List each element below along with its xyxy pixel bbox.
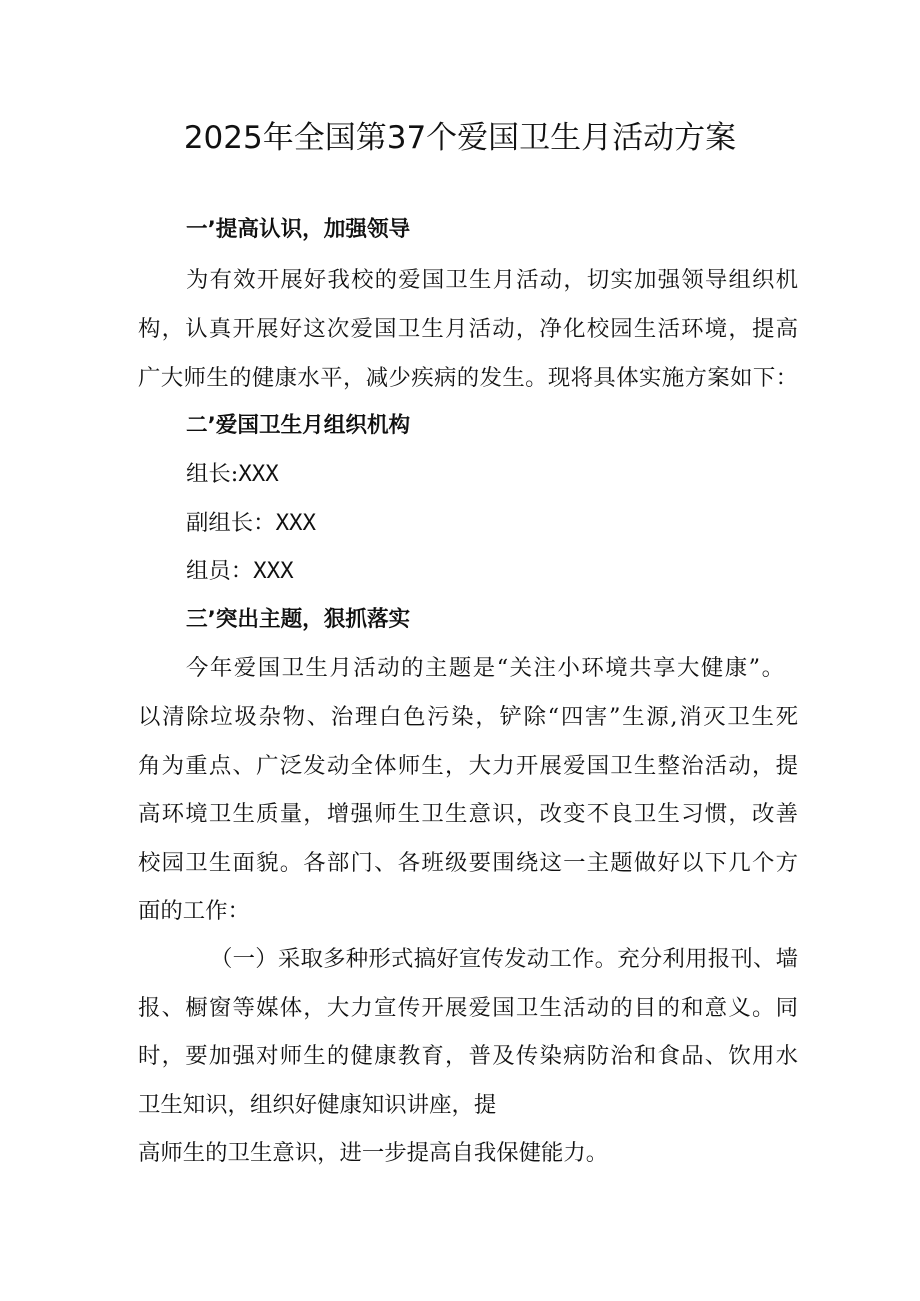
- deputy-value: XXX: [275, 510, 317, 536]
- section-3-line-3: 角为重点、广泛发动全体师生，大力开展爱国卫生整治活动，提: [138, 753, 798, 779]
- section-1-heading: 一’提高认识，加强领导: [186, 217, 411, 242]
- item-1-line-3: 时，要加强对师生的健康教育，普及传染病防治和食品、饮用水: [138, 1043, 798, 1069]
- section-1-line-3: 广大师生的健康水平，减少疾病的发生。现将具体实施方案如下：: [138, 365, 798, 391]
- section-2-heading: 二’爱国卫生月组织机构: [186, 413, 411, 438]
- leader-label: 组长:: [186, 461, 239, 487]
- deputy-label: 副组长：: [186, 510, 276, 536]
- section-1-line-1: 为有效开展好我校的爱国卫生月活动，切实加强领导组织机: [186, 267, 798, 293]
- section-3-line-6: 面的工作：: [138, 898, 250, 924]
- section-3-line-5: 校园卫生面貌。各部门、各班级要围绕这一主题做好以下几个方: [138, 850, 798, 876]
- document-title: 2025年全国第37个爱国卫生月活动方案: [183, 120, 737, 156]
- section-3-heading: 三’突出主题，狠抓落实: [186, 607, 411, 632]
- item-1-line-2: 报、橱窗等媒体，大力宣传开展爱国卫生活动的目的和意义。同: [138, 995, 798, 1021]
- item-1-line-5: 高师生的卫生意识，进一步提高自我保健能力。: [138, 1140, 609, 1166]
- member-value: XXX: [253, 558, 294, 584]
- section-3-line-2: 以清除垃圾杂物、治理白色污染，铲除“四害”生源,消灭卫生死: [138, 704, 798, 730]
- item-1-line-1: （一）采取多种形式搞好宣传发动工作。充分利用报刊、墙: [210, 946, 798, 972]
- item-1-line-4: 卫生知识，组织好健康知识讲座，提: [138, 1092, 497, 1118]
- leader-value: XXX: [238, 461, 279, 487]
- member-label: 组员：: [186, 558, 254, 584]
- leader-row: [186, 456, 846, 492]
- section-3-line-4: 高环境卫生质量，增强师生卫生意识，改变不良卫生习惯，改善: [138, 801, 798, 827]
- section-1-line-2: 构，认真开展好这次爱国卫生月活动，净化校园生活环境，提高: [138, 316, 798, 342]
- section-3-line-1: 今年爱国卫生月活动的主题是“关注小环境共享大健康”。: [186, 655, 784, 681]
- member-row: [186, 553, 846, 589]
- deputy-row: [186, 505, 846, 541]
